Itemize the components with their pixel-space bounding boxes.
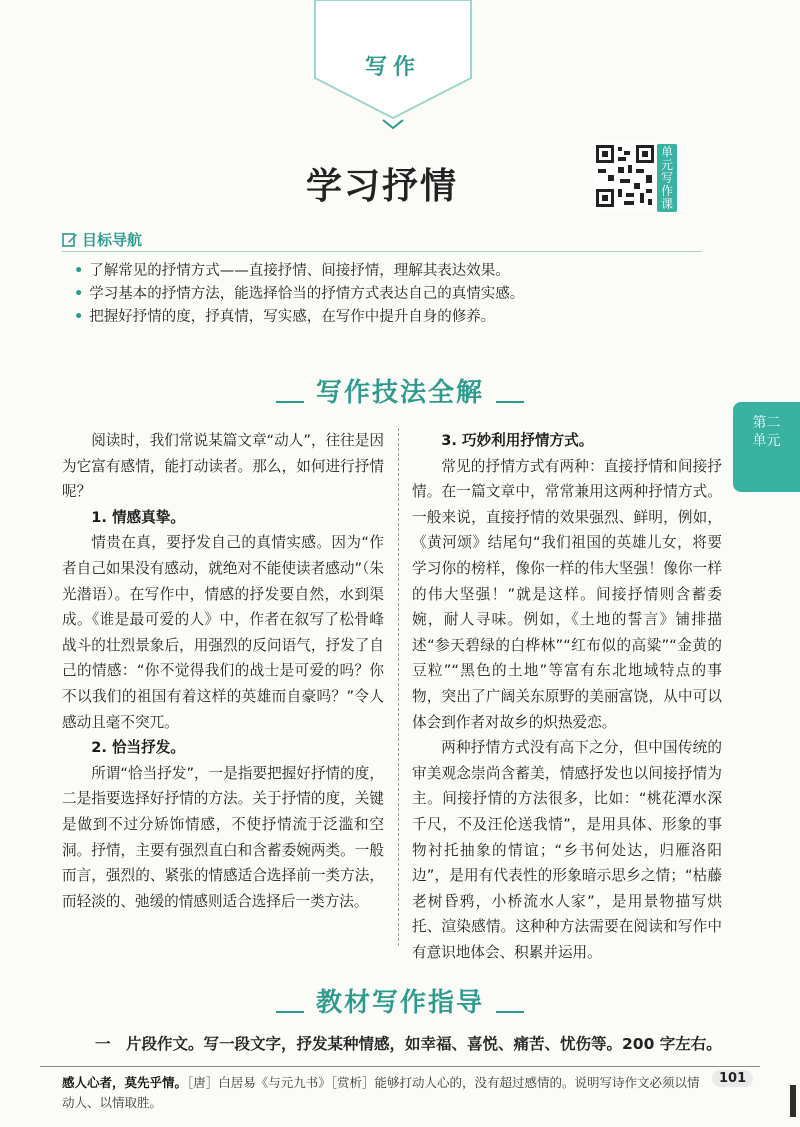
page-title: 学习抒情 xyxy=(306,166,459,207)
paragraph: 两种抒情方式没有高下之分，但中国传统的审美观念崇尚含蓄美，情感抒发也以间接抒情为主。间接抒情的方法很多，比如：“桃花潭水深千尺，不及汪伦送我情”，是用具体、形象的事物衬托抽象的情谊；“乡书何处达，归雁洛阳边”，是用有代表性的形象暗示思乡之情；“枯藤老树昏鸦，小桥流水人家”，是用景物描写烘托、渲染感情。这种种方法需要在阅读和写作中有意识地体会、积累并运用。 xyxy=(412,739,722,961)
qr-code-icon[interactable] xyxy=(594,143,656,209)
heading-bar-right xyxy=(496,401,524,403)
paragraph: 所谓“恰当抒发”，一是指要把握好抒情的度，二是指要选择好抒情的方法。关于抒情的度，关键是做到不过分矫饰情感，不使抒情流于泛滥和空洞。抒情，主要有强烈直白和含蓄委婉两类。一般而言，强烈的、紧张的情感适合选择前一类方法，而轻淡的、弛缓的情感则适合选择后一类方法。 xyxy=(62,764,384,910)
unit-side-tab[interactable] xyxy=(733,402,800,492)
section-heading: 写作技法全解 xyxy=(0,372,800,409)
banner-title: 写作 xyxy=(364,55,421,80)
unit-side-tab-label: 第二单元 xyxy=(752,415,781,449)
paragraph: 情贵在真，要抒发自己的真情实感。因为“作者自己如果没有感动，就绝对不能使读者感动”（朱光潜语）。在写作中，情感的抒发要自然，水到渠成。《谁是最可爱的人》中，作者在叙写了松骨峰战斗的壮烈景象后，用强烈的反问语气，抒发了自己的情感：“你不觉得我们的战士是可爱的吗？你不以我们的祖国有着这样的英雄而自豪吗？”令人感动且毫不突兀。 xyxy=(62,534,384,731)
edit-note-icon xyxy=(62,232,78,248)
page-number: 101 xyxy=(712,1070,753,1087)
list-item: • 把握好抒情的度，抒真情，写实感，在写作中提升自身的修养。 xyxy=(74,306,714,329)
goal-header-label: 目标导航 xyxy=(82,231,143,249)
list-item: • 了解常见的抒情方式——直接抒情、间接抒情，理解其表达效果。 xyxy=(74,260,714,283)
subheading: 3. 巧妙利用抒情方式。 xyxy=(441,432,594,449)
writing-task: 一 片段作文。写一段文字，抒发某种情感，如幸福、喜悦、痛苦、忧伤等。200 字左右。 xyxy=(95,1035,722,1053)
page-edge-mark xyxy=(790,1085,796,1117)
header-banner xyxy=(313,0,473,118)
heading-bar-left xyxy=(276,401,304,403)
goal-list xyxy=(74,260,714,329)
subheading: 2. 恰当抒发。 xyxy=(91,739,185,757)
heading-bar-right xyxy=(496,1011,524,1013)
goal-header xyxy=(62,229,142,250)
footer-quote-bold: 感人心者，莫先乎情。 xyxy=(62,1075,188,1090)
bullet-icon: • xyxy=(74,286,84,302)
column-divider xyxy=(398,428,399,946)
footer-quote xyxy=(62,1073,702,1113)
subheading: 1. 情感真挚。 xyxy=(91,508,185,526)
right-column xyxy=(412,428,722,965)
heading-bar-left xyxy=(276,1011,304,1013)
footer-rule xyxy=(40,1066,760,1067)
list-item: • 学习基本的抒情方法，能选择恰当的抒情方式表达自己的真情实感。 xyxy=(74,283,714,306)
paragraph: 阅读时，我们常说某篇文章“动人”，往往是因为它富有感情，能打动读者。那么，如何进行抒情呢？ xyxy=(62,432,384,501)
section-heading: 教材写作指导 xyxy=(0,982,800,1019)
paragraph: 常见的抒情方式有两种：直接抒情和间接抒情。在一篇文章中，常常兼用这两种抒情方式。一般来说，直接抒情的效果强烈、鲜明，例如，《黄河颂》结尾句“我们祖国的英雄儿女，将要学习你的榜样，像你一样的伟大坚强！像你一样的伟大坚强！”就是这样。间接抒情则含蓄委婉，耐人寻味。例如，《土地的誓言》铺排描述“参天碧绿的白桦林”“红布似的高粱”“金黄的豆粒”“黑色的土地”等富有东北地域特点的事物，突出了广阔关东原野的美丽富饶，从中可以体会到作者对故乡的炽热爱恋。 xyxy=(412,457,722,731)
bullet-icon: • xyxy=(74,309,84,325)
qr-label: 单元写作课 xyxy=(657,144,677,212)
bullet-icon: • xyxy=(74,263,84,279)
footer-quote-text: ［唐］白居易《与元九书》［赏析］能够打动人心的，没有超过感情的。说明写诗作文必须以情动人、以情取胜。 xyxy=(62,1075,700,1110)
left-column xyxy=(62,428,384,914)
